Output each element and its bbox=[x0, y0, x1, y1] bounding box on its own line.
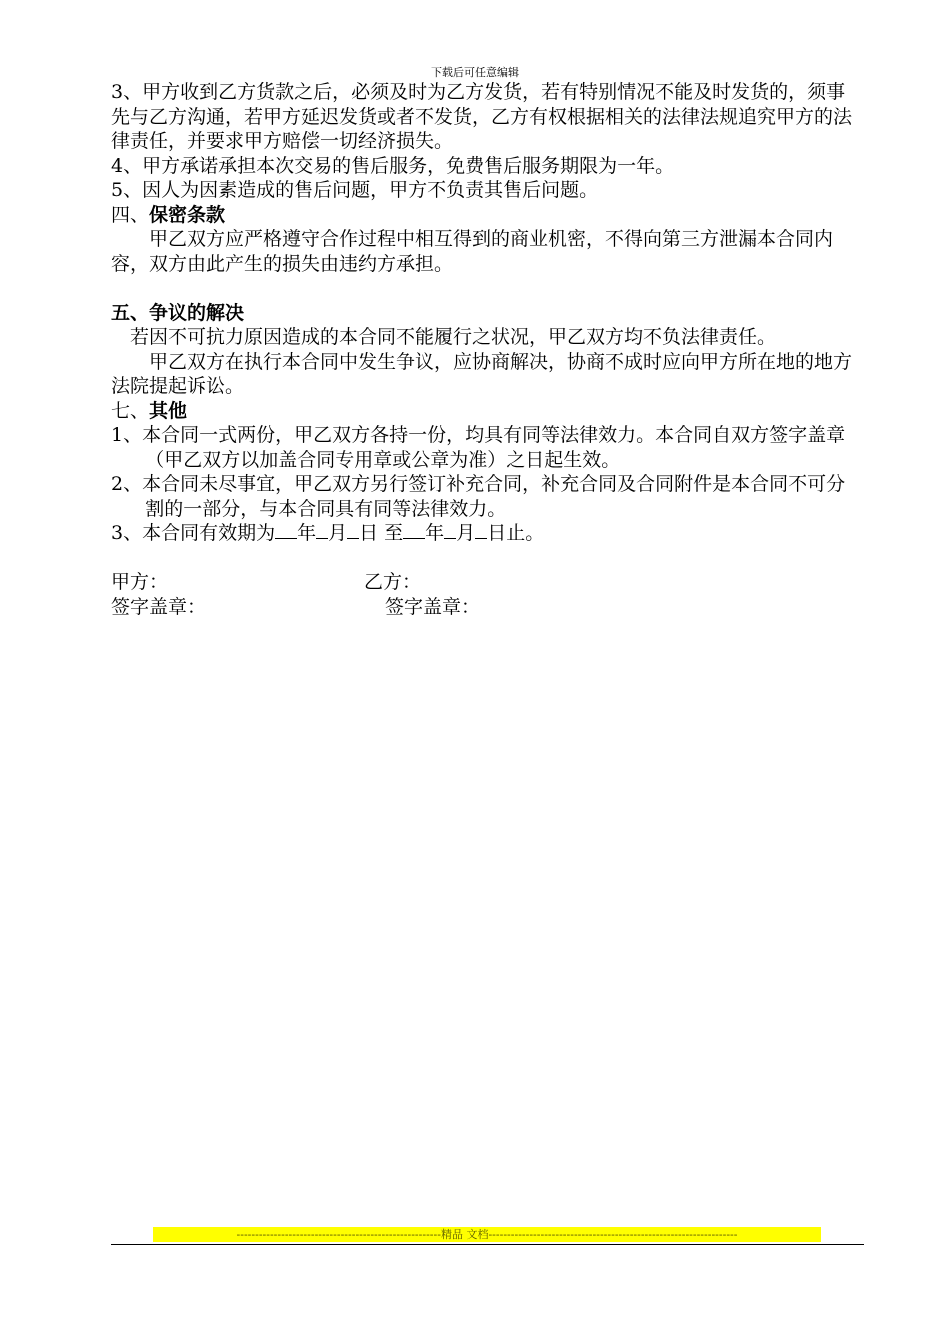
footer-divider bbox=[111, 1244, 864, 1245]
footer-label: 精品 文档 bbox=[440, 1228, 489, 1241]
clause-3-3: 3、甲方收到乙方货款之后，必须及时为乙方发货，若有特别情况不能及时发货的，须事先与乙方沟通，若甲方延迟发货或者不发货，乙方有权根据相关的法律法规追究甲方的法律责任，并要求甲方赔偿一切经济损失。 bbox=[111, 81, 853, 152]
blank-start-day bbox=[347, 538, 359, 539]
section-4-heading: 四、保密条款 bbox=[111, 203, 226, 226]
blank-end-year bbox=[403, 538, 425, 539]
contract-body bbox=[111, 80, 863, 619]
party-row bbox=[111, 570, 863, 595]
signature-row bbox=[111, 595, 863, 620]
page-header-note: 下载后可任意编辑 bbox=[431, 66, 519, 79]
section-7-heading: 七、其他 bbox=[111, 399, 188, 422]
footer-banner: -------------------------------------------------------精品 文档------------------------------------------------------------------- bbox=[153, 1227, 821, 1242]
blank-start-month bbox=[316, 538, 328, 539]
confidentiality-paragraph: 甲乙双方应严格遵守合作过程中相互得到的商业机密，不得向第三方泄漏本合同内容，双方由此产生的损失由违约方承担。 bbox=[111, 228, 834, 275]
dispute-paragraph: 甲乙双方在执行本合同中发生争议，应协商解决，协商不成时应向甲方所在地的地方法院提起诉讼。 bbox=[111, 350, 853, 397]
party-a-label: 甲方： bbox=[111, 571, 169, 593]
clause-7-1: 1、本合同一式两份，甲乙双方各持一份，均具有同等法律效力。本合同自双方签字盖章（甲乙双方以加盖合同专用章或公章为准）之日起生效。 bbox=[111, 424, 846, 471]
clause-3-4: 4、甲方承诺承担本次交易的售后服务，免费售后服务期限为一年。 bbox=[111, 154, 675, 177]
blank-end-day bbox=[475, 538, 487, 539]
party-b-signature-label: 签字盖章： bbox=[385, 595, 481, 618]
clause-7-2: 2、本合同未尽事宜，甲乙双方另行签订补充合同，补充合同及合同附件是本合同不可分割的一部分，与本合同具有同等法律效力。 bbox=[111, 473, 846, 520]
blank-start-year bbox=[275, 538, 297, 539]
blank-end-month bbox=[444, 538, 456, 539]
force-majeure-paragraph: 若因不可抗力原因造成的本合同不能履行之状况，甲乙双方均不负法律责任。 bbox=[130, 326, 777, 348]
clause-3-5: 5、因人为因素造成的售后问题，甲方不负责其售后问题。 bbox=[111, 179, 599, 201]
party-a-signature-label: 签字盖章： bbox=[111, 595, 207, 618]
section-5-heading: 五、争议的解决 bbox=[111, 301, 245, 324]
clause-7-3: 3、本合同有效期为 年 月 日 至 年 月 日止。 bbox=[111, 522, 545, 544]
party-b-label: 乙方： bbox=[364, 571, 422, 593]
